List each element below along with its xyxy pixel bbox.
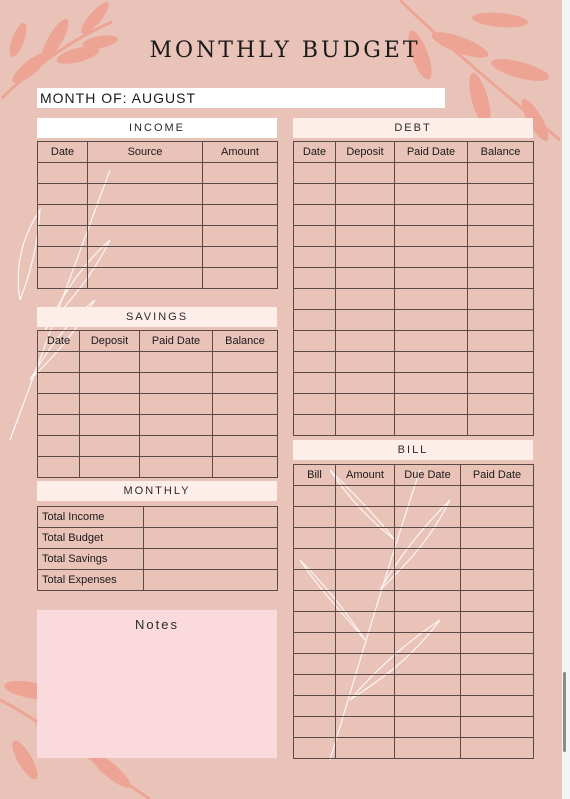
notes-title: Notes <box>135 617 179 632</box>
table-cell[interactable] <box>461 633 534 654</box>
debt-col-deposit: Deposit <box>336 142 395 163</box>
income-col-date: Date <box>38 142 88 163</box>
table-cell[interactable] <box>140 394 213 415</box>
table-cell[interactable] <box>294 570 336 591</box>
table-cell[interactable] <box>294 373 336 394</box>
table-cell[interactable] <box>140 457 213 478</box>
table-row <box>294 570 534 591</box>
table-cell[interactable] <box>294 717 336 738</box>
table-cell[interactable] <box>294 612 336 633</box>
table-cell[interactable] <box>395 654 461 675</box>
table-cell[interactable] <box>395 486 461 507</box>
table-cell[interactable] <box>336 352 395 373</box>
table-row <box>38 373 278 394</box>
table-cell[interactable] <box>468 310 534 331</box>
table-cell[interactable] <box>461 570 534 591</box>
table-cell[interactable] <box>336 184 395 205</box>
table-row <box>294 184 534 205</box>
table-cell[interactable] <box>461 591 534 612</box>
savings-header <box>37 307 277 327</box>
table-cell[interactable] <box>395 352 468 373</box>
table-cell[interactable] <box>336 373 395 394</box>
table-cell[interactable] <box>336 394 395 415</box>
table-cell[interactable] <box>336 612 395 633</box>
scrollbar-thumb[interactable] <box>563 672 566 752</box>
table-cell[interactable] <box>294 591 336 612</box>
table-cell[interactable] <box>468 226 534 247</box>
table-cell[interactable] <box>213 394 278 415</box>
table-cell[interactable] <box>395 184 468 205</box>
table-cell[interactable] <box>336 163 395 184</box>
table-cell[interactable] <box>461 549 534 570</box>
table-cell[interactable] <box>294 549 336 570</box>
table-cell[interactable] <box>38 163 88 184</box>
table-cell[interactable] <box>38 394 80 415</box>
table-cell[interactable] <box>80 394 140 415</box>
table-cell[interactable] <box>213 352 278 373</box>
bill-col-due-date: Due Date <box>395 465 461 486</box>
income-title: INCOME <box>129 122 185 134</box>
table-row <box>294 591 534 612</box>
table-cell[interactable] <box>80 457 140 478</box>
total-expenses-value[interactable] <box>144 570 278 591</box>
table-cell[interactable] <box>294 486 336 507</box>
monthly-header <box>37 481 277 501</box>
table-row <box>38 457 278 478</box>
table-cell[interactable] <box>38 205 88 226</box>
table-cell[interactable] <box>80 352 140 373</box>
table-row <box>294 289 534 310</box>
table-cell[interactable] <box>336 654 395 675</box>
bill-title: BILL <box>397 444 429 456</box>
savings-col-paid-date: Paid Date <box>140 331 213 352</box>
table-row <box>38 436 278 457</box>
table-cell[interactable] <box>88 163 203 184</box>
table-cell[interactable] <box>80 415 140 436</box>
savings-table <box>37 330 278 478</box>
table-cell[interactable] <box>294 268 336 289</box>
table-cell[interactable] <box>203 163 278 184</box>
table-cell[interactable] <box>213 457 278 478</box>
table-cell[interactable] <box>395 717 461 738</box>
savings-col-balance: Balance <box>213 331 278 352</box>
table-cell[interactable] <box>88 205 203 226</box>
table-row <box>294 394 534 415</box>
table-cell[interactable] <box>140 436 213 457</box>
table-row <box>38 205 278 226</box>
table-cell[interactable] <box>468 394 534 415</box>
table-cell[interactable] <box>336 268 395 289</box>
bill-col-bill: Bill <box>294 465 336 486</box>
table-cell[interactable] <box>336 331 395 352</box>
table-cell[interactable] <box>468 352 534 373</box>
total-budget-value[interactable] <box>144 528 278 549</box>
table-cell[interactable] <box>336 738 395 759</box>
table-cell[interactable] <box>88 247 203 268</box>
table-row <box>294 205 534 226</box>
table-cell[interactable] <box>336 675 395 696</box>
table-cell[interactable] <box>213 436 278 457</box>
table-cell[interactable] <box>203 184 278 205</box>
total-savings-label: Total Savings <box>38 549 144 570</box>
table-cell[interactable] <box>336 247 395 268</box>
table-cell[interactable] <box>336 549 395 570</box>
table-cell[interactable] <box>140 352 213 373</box>
table-cell[interactable] <box>294 226 336 247</box>
table-row <box>294 507 534 528</box>
table-cell[interactable] <box>294 528 336 549</box>
income-header <box>37 118 277 138</box>
table-cell[interactable] <box>88 226 203 247</box>
table-cell[interactable] <box>336 205 395 226</box>
table-cell[interactable] <box>203 268 278 289</box>
table-row <box>38 226 278 247</box>
table-cell[interactable] <box>468 163 534 184</box>
table-cell[interactable] <box>294 415 336 436</box>
table-row <box>294 738 534 759</box>
table-cell[interactable] <box>38 436 80 457</box>
table-cell[interactable] <box>461 717 534 738</box>
table-row <box>294 352 534 373</box>
monthly-title: MONTHLY <box>123 485 191 497</box>
table-cell[interactable] <box>88 268 203 289</box>
table-row <box>294 696 534 717</box>
table-cell[interactable] <box>336 717 395 738</box>
debt-table <box>293 141 534 436</box>
table-cell[interactable] <box>395 394 468 415</box>
bill-col-amount: Amount <box>336 465 395 486</box>
savings-col-date: Date <box>38 331 80 352</box>
table-cell[interactable] <box>80 373 140 394</box>
table-row <box>294 612 534 633</box>
table-row <box>294 373 534 394</box>
table-cell[interactable] <box>468 289 534 310</box>
table-row <box>294 486 534 507</box>
bill-table <box>293 464 534 759</box>
table-row <box>38 394 278 415</box>
table-cell[interactable] <box>203 247 278 268</box>
table-cell[interactable] <box>38 268 88 289</box>
table-cell[interactable] <box>461 486 534 507</box>
table-cell[interactable] <box>395 612 461 633</box>
table-cell[interactable] <box>395 549 461 570</box>
total-budget-label: Total Budget <box>38 528 144 549</box>
income-col-source: Source <box>88 142 203 163</box>
page-title: MONTHLY BUDGET <box>149 38 421 63</box>
total-savings-value[interactable] <box>144 549 278 570</box>
table-cell[interactable] <box>461 654 534 675</box>
table-cell[interactable] <box>336 289 395 310</box>
table-row <box>294 268 534 289</box>
table-cell[interactable] <box>38 352 80 373</box>
table-row <box>38 247 278 268</box>
table-cell[interactable] <box>336 415 395 436</box>
table-cell[interactable] <box>395 226 468 247</box>
table-row <box>38 352 278 373</box>
table-cell[interactable] <box>294 289 336 310</box>
table-cell[interactable] <box>468 184 534 205</box>
table-row <box>38 184 278 205</box>
total-income-value[interactable] <box>144 507 278 528</box>
table-row <box>294 528 534 549</box>
table-cell[interactable] <box>203 226 278 247</box>
table-cell[interactable] <box>468 415 534 436</box>
bill-header <box>293 440 533 460</box>
table-cell[interactable] <box>294 696 336 717</box>
table-row <box>294 331 534 352</box>
monthly-table <box>37 506 278 591</box>
table-cell[interactable] <box>294 331 336 352</box>
table-cell[interactable] <box>38 226 88 247</box>
table-cell[interactable] <box>461 612 534 633</box>
table-cell[interactable] <box>395 163 468 184</box>
table-cell[interactable] <box>395 415 468 436</box>
table-cell[interactable] <box>395 268 468 289</box>
table-row <box>38 163 278 184</box>
table-cell[interactable] <box>294 310 336 331</box>
table-cell[interactable] <box>38 184 88 205</box>
debt-header <box>293 118 533 138</box>
table-cell[interactable] <box>140 373 213 394</box>
month-label: MONTH OF: AUGUST <box>40 90 196 106</box>
table-cell[interactable] <box>395 289 468 310</box>
table-cell[interactable] <box>461 528 534 549</box>
savings-col-deposit: Deposit <box>80 331 140 352</box>
table-cell[interactable] <box>336 310 395 331</box>
table-row <box>294 549 534 570</box>
table-cell[interactable] <box>336 486 395 507</box>
table-cell[interactable] <box>395 675 461 696</box>
table-cell[interactable] <box>213 373 278 394</box>
debt-title: DEBT <box>394 122 432 134</box>
table-row <box>294 415 534 436</box>
table-cell[interactable] <box>468 205 534 226</box>
table-row <box>294 310 534 331</box>
table-cell[interactable] <box>468 373 534 394</box>
income-col-amount: Amount <box>203 142 278 163</box>
table-cell[interactable] <box>294 247 336 268</box>
table-cell[interactable] <box>395 591 461 612</box>
table-cell[interactable] <box>461 507 534 528</box>
table-row <box>38 268 278 289</box>
table-cell[interactable] <box>395 247 468 268</box>
table-cell[interactable] <box>468 247 534 268</box>
table-cell[interactable] <box>203 205 278 226</box>
table-cell[interactable] <box>395 331 468 352</box>
table-cell[interactable] <box>336 696 395 717</box>
table-cell[interactable] <box>336 591 395 612</box>
table-cell[interactable] <box>88 184 203 205</box>
notes-area[interactable] <box>37 610 277 758</box>
table-cell[interactable] <box>294 352 336 373</box>
table-cell[interactable] <box>395 738 461 759</box>
debt-col-date: Date <box>294 142 336 163</box>
table-row <box>294 717 534 738</box>
month-field[interactable] <box>37 88 445 108</box>
debt-col-paid-date: Paid Date <box>395 142 468 163</box>
table-cell[interactable] <box>80 436 140 457</box>
bill-col-paid-date: Paid Date <box>461 465 534 486</box>
income-table <box>37 141 278 289</box>
table-row <box>294 633 534 654</box>
table-cell[interactable] <box>38 373 80 394</box>
table-cell[interactable] <box>140 415 213 436</box>
table-cell[interactable] <box>468 331 534 352</box>
table-row <box>294 247 534 268</box>
table-cell[interactable] <box>336 633 395 654</box>
table-cell[interactable] <box>294 184 336 205</box>
table-row <box>38 415 278 436</box>
table-row <box>294 675 534 696</box>
table-cell[interactable] <box>395 528 461 549</box>
table-cell[interactable] <box>38 247 88 268</box>
table-cell[interactable] <box>461 696 534 717</box>
table-cell[interactable] <box>294 205 336 226</box>
table-cell[interactable] <box>294 738 336 759</box>
table-cell[interactable] <box>395 507 461 528</box>
table-cell[interactable] <box>213 415 278 436</box>
table-cell[interactable] <box>38 457 80 478</box>
table-cell[interactable] <box>395 373 468 394</box>
table-cell[interactable] <box>395 570 461 591</box>
table-row <box>294 654 534 675</box>
table-cell[interactable] <box>336 570 395 591</box>
table-cell[interactable] <box>336 226 395 247</box>
debt-col-balance: Balance <box>468 142 534 163</box>
total-income-label: Total Income <box>38 507 144 528</box>
table-cell[interactable] <box>395 633 461 654</box>
savings-title: SAVINGS <box>125 311 189 323</box>
table-cell[interactable] <box>336 528 395 549</box>
table-cell[interactable] <box>395 205 468 226</box>
table-cell[interactable] <box>294 633 336 654</box>
table-cell[interactable] <box>395 696 461 717</box>
table-cell[interactable] <box>468 268 534 289</box>
table-cell[interactable] <box>38 415 80 436</box>
table-cell[interactable] <box>336 507 395 528</box>
table-cell[interactable] <box>294 394 336 415</box>
table-cell[interactable] <box>395 310 468 331</box>
table-row <box>294 163 534 184</box>
table-cell[interactable] <box>294 654 336 675</box>
table-cell[interactable] <box>461 738 534 759</box>
table-row <box>294 226 534 247</box>
table-cell[interactable] <box>294 507 336 528</box>
table-cell[interactable] <box>294 675 336 696</box>
table-cell[interactable] <box>294 163 336 184</box>
table-cell[interactable] <box>461 675 534 696</box>
total-expenses-label: Total Expenses <box>38 570 144 591</box>
